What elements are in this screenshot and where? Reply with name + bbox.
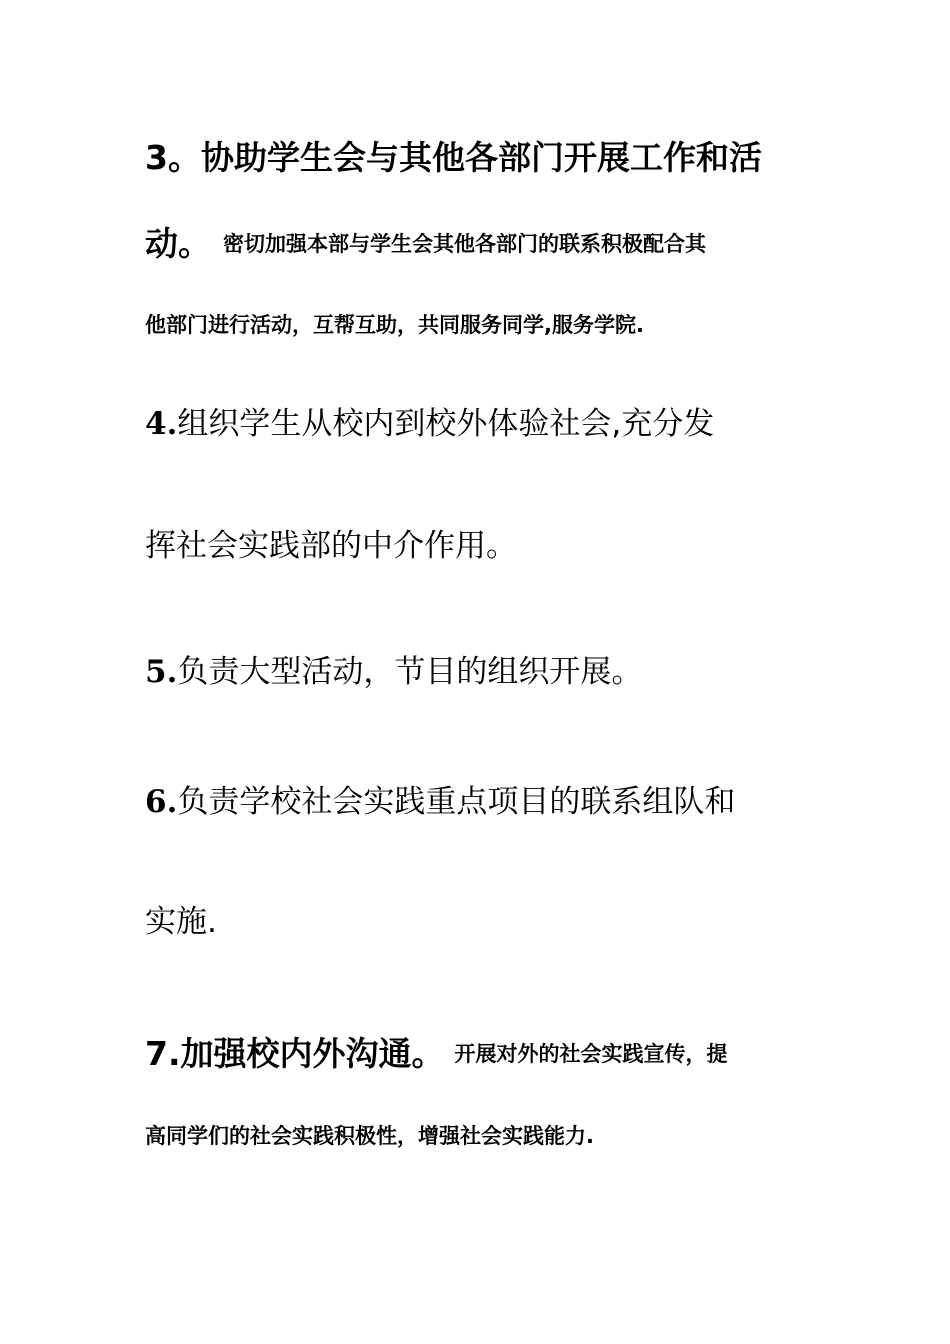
item-5-number: 5.: [145, 654, 178, 690]
item-4-number: 4.: [145, 406, 178, 442]
item-7-line-2: 高同学们的社会实践积极性，增强社会实践能力.: [145, 1124, 594, 1148]
item-3-heading-end: 动。: [145, 224, 211, 263]
item-7-heading: 7.加强校内外沟通。: [145, 1034, 445, 1073]
item-7-body-start: 开展对外的社会实践宣传，提: [454, 1042, 728, 1066]
item-3-line-3: 他部门进行活动，互帮互助，共同服务同学,服务学院.: [145, 313, 644, 337]
item-4-line-2: 挥社会实践部的中介作用。: [145, 528, 517, 564]
item-6-text-2: 实施.: [145, 904, 217, 940]
item-4-text-1: 组织学生从校内到校外体验社会,充分发: [177, 406, 715, 442]
item-6-number: 6.: [145, 784, 178, 820]
item-3-body-start: 密切加强本部与学生会其他各部门的联系积极配合其: [223, 232, 706, 256]
item-5-line-1: [145, 646, 642, 691]
item-3-line-2: [145, 218, 706, 265]
item-6-line-2: [145, 896, 217, 941]
item-5-text-1: 负责大型活动，节目的组织开展。: [177, 654, 643, 690]
item-3-line-1: 3。协助学生会与其他各部门开展工作和活: [145, 138, 762, 177]
item-6-line-1: [145, 776, 735, 821]
item-7-line-1: [145, 1028, 728, 1075]
item-4-line-1: [145, 398, 714, 443]
item-6-text-1: 负责学校社会实践重点项目的联系组队和: [177, 784, 736, 820]
